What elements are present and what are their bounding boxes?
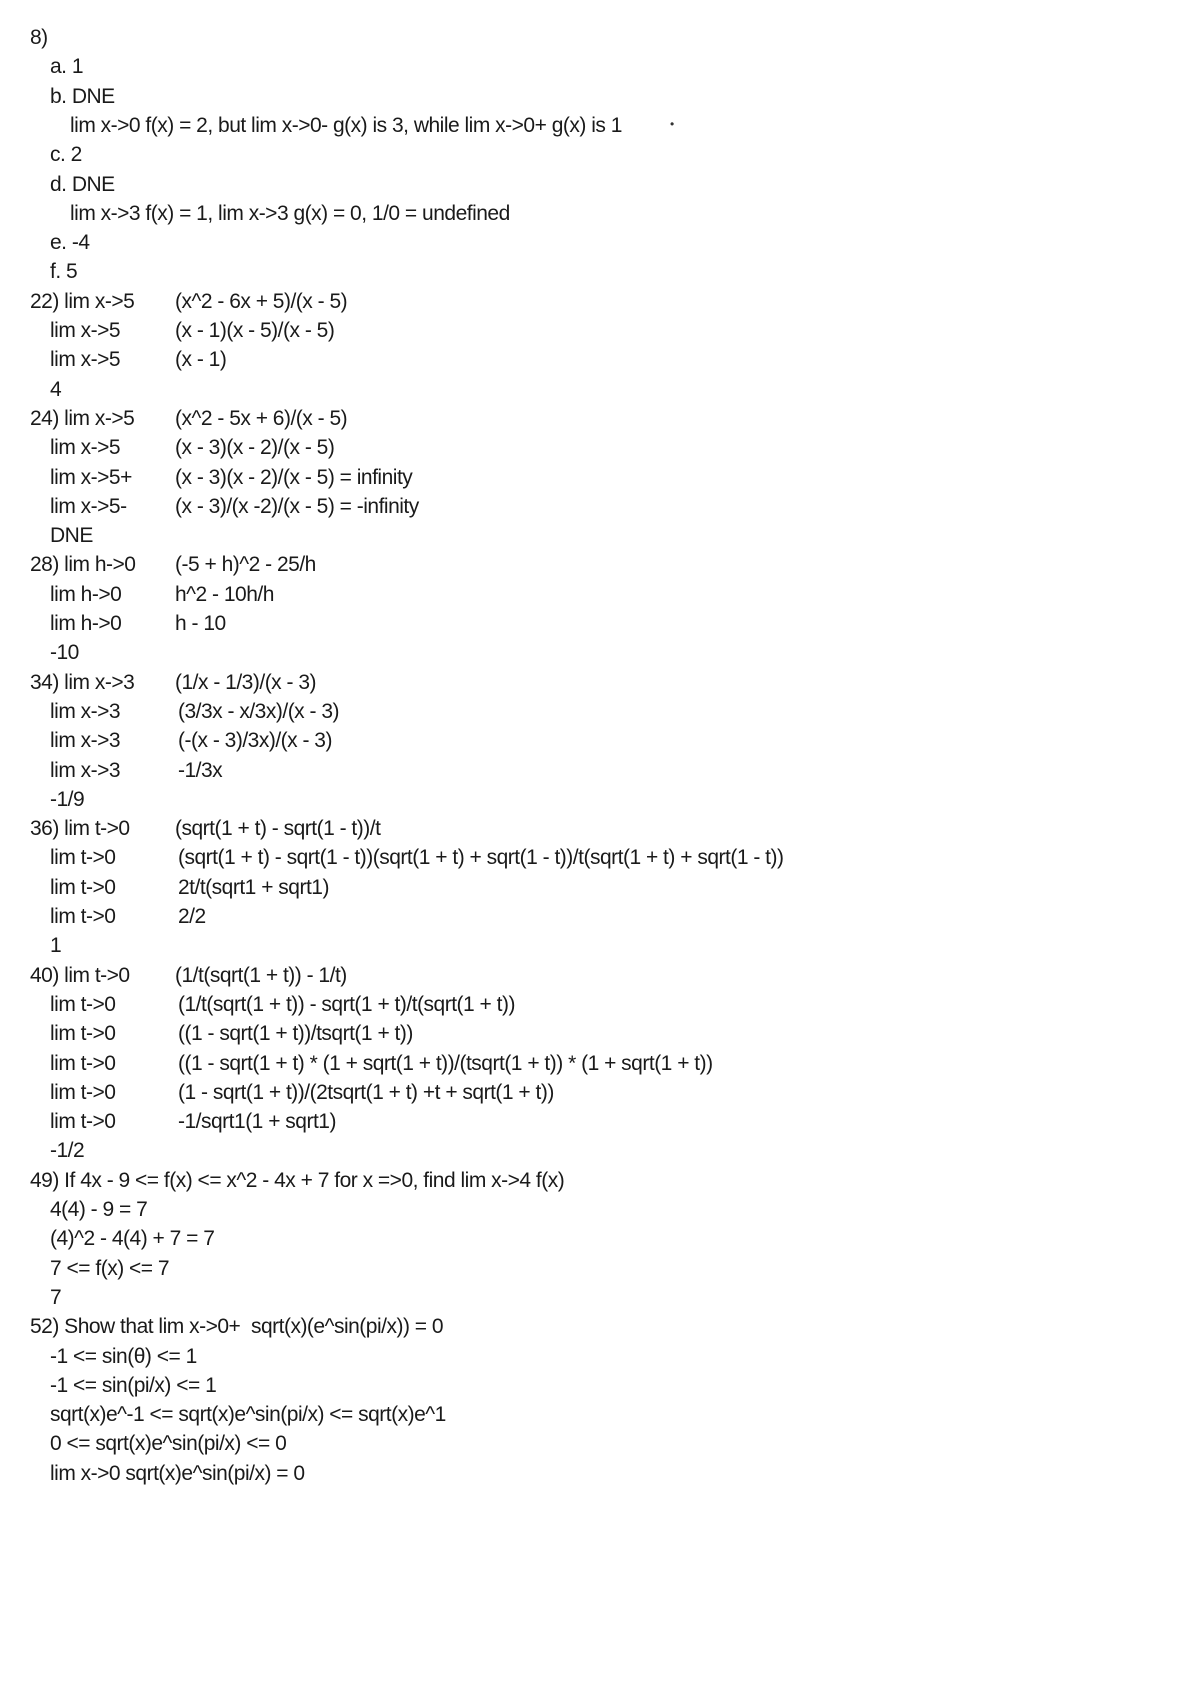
line-text: lim x->0 sqrt(x)e^sin(pi/x) = 0: [50, 1461, 305, 1485]
limit-label: lim t->0: [50, 992, 116, 1016]
limit-label: 34) lim x->3: [30, 670, 135, 694]
line-text: 4(4) - 9 = 7: [50, 1198, 148, 1221]
limit-label: 40) lim t->0: [30, 963, 130, 987]
text-line: [50, 1253, 169, 1285]
line-text: 0 <= sqrt(x)e^sin(pi/x) <= 0: [50, 1432, 287, 1456]
line-text: -1/2: [50, 1139, 85, 1163]
line-text: 8): [30, 26, 48, 49]
text-line: [30, 22, 48, 54]
line-text: 4: [50, 377, 62, 401]
limit-label: lim t->0: [50, 875, 116, 899]
text-line: [50, 1194, 147, 1226]
limit-label: lim x->3: [50, 758, 121, 782]
limit-label: lim h->0: [50, 582, 122, 606]
text-line: [70, 110, 622, 142]
line-text: e. -4: [50, 231, 90, 255]
text-line: [50, 579, 274, 611]
text-line: [50, 1399, 446, 1431]
math-expression: (x - 3)(x - 2)/(x - 5): [175, 436, 335, 460]
limit-label: lim x->5: [50, 319, 121, 342]
text-line: [50, 139, 82, 171]
line-text: d. DNE: [50, 172, 115, 196]
text-line: [50, 462, 413, 494]
line-text: -10: [50, 641, 79, 665]
math-expression: -1/sqrt1(1 + sqrt1): [178, 1110, 336, 1134]
text-line: [30, 667, 317, 699]
text-line: [30, 813, 381, 845]
math-expression: (x^2 - 6x + 5)/(x - 5): [175, 289, 348, 313]
text-line: [50, 725, 332, 757]
text-line: [50, 1135, 84, 1167]
text-line: [50, 1077, 554, 1109]
text-line: [50, 374, 61, 406]
math-expression: (x - 3)(x - 2)/(x - 5) = infinity: [175, 465, 413, 489]
math-expression: 2t/t(sqrt1 + sqrt1): [178, 875, 329, 899]
line-text: -1 <= sin(θ) <= 1: [50, 1344, 197, 1368]
text-line: [50, 930, 61, 962]
text-line: [50, 227, 90, 259]
line-text: sqrt(x)e^-1 <= sqrt(x)e^sin(pi/x) <= sqrt(x)e^1: [50, 1403, 446, 1427]
math-expression: (1/t(sqrt(1 + t)) - sqrt(1 + t)/t(sqrt(1 + t)): [178, 992, 515, 1016]
text-line: [50, 344, 227, 376]
text-line: [70, 198, 510, 230]
text-line: [50, 872, 329, 904]
math-expression: (x - 3)/(x -2)/(x - 5) = -infinity: [175, 494, 419, 518]
math-expression: (x - 1): [175, 348, 227, 372]
text-line: [30, 1165, 564, 1197]
limit-label: lim h->0: [50, 612, 122, 635]
text-line: [50, 315, 335, 347]
text-line: [30, 549, 316, 581]
line-text: lim x->0 f(x) = 2, but lim x->0- g(x) is 3, while lim x->0+ g(x) is 1: [70, 113, 622, 137]
text-line: [30, 960, 347, 992]
text-line: [50, 1370, 216, 1402]
limit-label: 36) lim t->0: [30, 817, 130, 841]
limit-label: lim t->0: [50, 1080, 116, 1104]
math-expression: (sqrt(1 + t) - sqrt(1 - t))(sqrt(1 + t) + sqrt(1 - t))/t(sqrt(1 + t) + sqrt(1 - t)): [178, 846, 784, 870]
text-line: [50, 1106, 336, 1138]
math-expression: (-(x - 3)/3x)/(x - 3): [178, 729, 332, 753]
text-line: [50, 1341, 197, 1373]
line-text: -1/9: [50, 787, 85, 811]
math-expression: ((1 - sqrt(1 + t) * (1 + sqrt(1 + t))/(tsqrt(1 + t)) * (1 + sqrt(1 + t)): [178, 1051, 713, 1075]
limit-label: lim x->5: [50, 348, 121, 372]
text-line: [50, 1458, 305, 1490]
math-expression: (-5 + h)^2 - 25/h: [175, 553, 316, 577]
math-expression: (1 - sqrt(1 + t))/(2tsqrt(1 + t) +t + sqrt(1 + t)): [178, 1080, 554, 1104]
math-expression: (1/x - 1/3)/(x - 3): [175, 670, 317, 694]
limit-label: lim x->3: [50, 699, 121, 723]
line-text: 49) If 4x - 9 <= f(x) <= x^2 - 4x + 7 for x =>0, find lim x->4 f(x): [30, 1168, 565, 1192]
text-line: [50, 520, 93, 552]
limit-label: lim x->5+: [50, 465, 132, 489]
limit-label: 28) lim h->0: [30, 553, 136, 577]
text-line: [50, 989, 515, 1021]
text-line: [50, 81, 115, 113]
text-line: [50, 1282, 61, 1314]
limit-label: lim x->5-: [50, 494, 127, 518]
line-text: 7: [50, 1285, 62, 1309]
limit-label: lim t->0: [50, 1022, 116, 1046]
line-text: c. 2: [50, 143, 82, 167]
text-line: [50, 1428, 286, 1460]
line-text: a. 1: [50, 55, 84, 79]
math-expression: (1/t(sqrt(1 + t)) - 1/t): [175, 963, 347, 987]
text-line: [50, 901, 206, 933]
text-line: [30, 286, 348, 318]
line-text: 1: [50, 934, 62, 958]
text-line: [30, 403, 348, 435]
line-text: f. 5: [50, 260, 78, 284]
text-line: [30, 1311, 443, 1343]
limit-label: lim t->0: [50, 846, 116, 870]
math-expression: -1/3x: [178, 758, 223, 782]
math-expression: h - 10: [175, 612, 226, 635]
text-line: [50, 1048, 713, 1080]
limit-label: lim t->0: [50, 1051, 116, 1075]
limit-label: 22) lim x->5: [30, 289, 135, 313]
math-expression: (3/3x - x/3x)/(x - 3): [178, 699, 340, 723]
text-line: [50, 755, 223, 787]
math-expression: 2/2: [178, 905, 206, 928]
text-line: [50, 1223, 214, 1255]
line-text: lim x->3 f(x) = 1, lim x->3 g(x) = 0, 1/0 = undefined: [70, 201, 510, 225]
text-line: [50, 432, 335, 464]
text-line: [50, 637, 79, 669]
text-line: [50, 491, 419, 523]
text-line: [50, 696, 340, 728]
math-expression: (x - 1)(x - 5)/(x - 5): [175, 319, 335, 342]
text-line: [50, 1018, 413, 1050]
text-line: [50, 784, 84, 816]
line-text: DNE: [50, 524, 93, 548]
stray-dot-mark: •: [670, 117, 675, 131]
text-line: [50, 51, 83, 83]
limit-label: lim t->0: [50, 905, 116, 928]
text-line: [50, 608, 226, 640]
math-expression: ((1 - sqrt(1 + t))/tsqrt(1 + t)): [178, 1022, 413, 1046]
line-text: -1 <= sin(pi/x) <= 1: [50, 1373, 217, 1397]
text-line: [50, 256, 77, 288]
math-expression: h^2 - 10h/h: [175, 582, 274, 606]
line-text: 52) Show that lim x->0+ sqrt(x)(e^sin(pi/x)) = 0: [30, 1315, 444, 1339]
limit-label: lim t->0: [50, 1110, 116, 1134]
line-text: 7 <= f(x) <= 7: [50, 1256, 170, 1280]
math-expression: (sqrt(1 + t) - sqrt(1 - t))/t: [175, 817, 381, 841]
math-expression: (x^2 - 5x + 6)/(x - 5): [175, 406, 348, 430]
limit-label: 24) lim x->5: [30, 406, 135, 430]
line-text: (4)^2 - 4(4) + 7 = 7: [50, 1227, 215, 1251]
text-line: [50, 842, 784, 874]
limit-label: lim x->5: [50, 436, 121, 460]
limit-label: lim x->3: [50, 729, 121, 753]
line-text: b. DNE: [50, 84, 115, 108]
text-line: [50, 169, 115, 201]
